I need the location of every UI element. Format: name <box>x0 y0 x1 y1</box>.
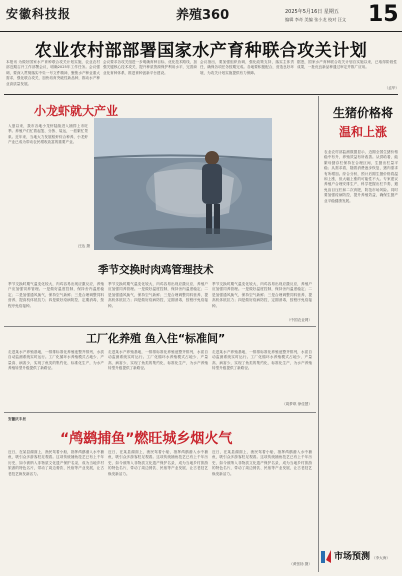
cormorant-author: （黄张扬 摄） <box>289 562 312 566</box>
trend-arrow-icon <box>320 548 332 564</box>
main-article-col4: 据悉，国家水产育种联合攻关计划自实施以来，已取得阶段性成果，一批优良新品种通过审定并推广应用。 <box>297 60 397 70</box>
industrial-body-col2: 走进某水产养殖基地，一排排标准化养殖池整齐排列，水质自动监测系统实时运行。工厂化循环水养殖模式占地少、产量高、病害少，实现了鱼类的集约化、标准化生产，为水产养殖转型升级提供了新路径。 <box>108 350 208 371</box>
season-body-col3: 季节交换时期气温变化较大，肉鸡容易出现应激反应，养殖户应加强饲养管理。一是做好温度控制，保持舍内温度稳定；二是加强通风换气，保持空气新鲜；三是合理调整饲料营养，提高机体抵抗力；四是做好疫病防控，定期消毒，按程序免疫接种。 <box>212 282 312 308</box>
crayfish-author: 汪达 摄 <box>78 244 90 248</box>
cormorant-body-col3: 近日，在某县湖面上，渔民驾着小船，指挥鸬鹚潜入水中捕鱼，吸引众多游客驻足观看。这项传统捕鱼技艺已有上千年历史，如今被纳入非物质文化遗产保护名录，成为当地乡村旅游的特色名片，带动了周边餐饮、民宿等产业发展，让古老技艺焕发新活力。 <box>212 450 312 476</box>
main-article-col1: 本报讯 为做好国家水产育种联合攻关计划实施，农业农村部近期召开工作部署会议，明确2025年工作任务。会议强调，要深入贯彻落实中央一号文件精神，聚焦水产种业重大需求，强化联合攻关，加快培育突破性新品种，推动水产种业高质量发展。 <box>6 60 100 86</box>
main-article-col3: 会议指出，要加强组织协调，强化政策支持，落实主体责任，确保各项任务按期完成。各地要积极配合，营造良好环境，为攻关计划实施提供有力保障。 <box>200 60 294 75</box>
fisherman-net-image <box>94 118 272 250</box>
season-body-col1: 季节交换时期气温变化较大，肉鸡容易出现应激反应，养殖户应加强饲养管理。一是做好温度控制，保持舍内温度稳定；二是加强通风换气，保持空气新鲜；三是合理调整饲料营养，提高机体抵抗力；四是做好疫病防控，定期消毒，按程序免疫接种。 <box>8 282 104 308</box>
date-line: 2025年5月16日 星期五 <box>285 9 339 15</box>
cormorant-kicker: 安徽庆丰县 <box>8 417 26 421</box>
main-article-source: （孟华） <box>384 86 399 90</box>
hog-title-line2: 温和上涨 <box>338 125 387 139</box>
crayfish-harvest-photo <box>94 118 272 250</box>
divider <box>4 326 316 327</box>
industrial-body-col3: 走进某水产养殖基地，一排排标准化养殖池整齐排列，水质自动监测系统实时运行。工厂化循环水养殖模式占地少、产量高、病害少，实现了鱼类的集约化、标准化生产，为水产养殖转型升级提供了新路径。 <box>212 350 312 371</box>
section-title: 养殖360 <box>176 8 230 23</box>
season-author: （中国农业网） <box>286 318 312 322</box>
hog-title-line1: 生猪价格将 <box>332 106 393 120</box>
cormorant-body-col1: 近日，在某县湖面上，渔民驾着小船，指挥鸬鹚潜入水中捕鱼，吸引众多游客驻足观看。这项传统捕鱼技艺已有上千年历史，如今被纳入非物质文化遗产保护名录，成为当地乡村旅游的特色名片，带动了周边餐饮、民宿等产业发展，让古老技艺焕发新活力。 <box>8 450 104 476</box>
market-author: （李大海） <box>372 556 390 560</box>
divider <box>4 94 398 95</box>
main-article-col2: 会议要求各攻关组进一步明确育种目标，优化技术路线，加强关键核心技术攻关，提升种质资源保护利用水平，完善商业化育种体系，推进育种创新平台建设。 <box>103 60 197 75</box>
industrial-title: 工厂化养殖 鱼入住“标准间” <box>86 332 226 345</box>
industrial-author: （周梦琪 徐佳慧） <box>282 402 312 406</box>
divider <box>4 412 316 413</box>
newspaper-logo: 安徽科技报 <box>6 7 72 21</box>
hog-price-title-box <box>326 100 400 144</box>
editors-line: 编辑 李奇 美编 张小龙 校对 汪文 <box>285 17 347 22</box>
crayfish-title: 小龙虾就大产业 <box>34 104 119 118</box>
hog-body: 农业农村部监测数据显示，近期全国生猪价格稳中有升，养殖效益有所改善。从供给看，能繁母猪存栏保持在合理区间，生猪出栏量平稳；从需求看，随着消费逐步恢复，猪肉需求有所增加。综合分析，预计后期生猪价格将温和上涨，但大幅上涨的可能性不大。专家建议养殖户合理安排生产，科学把握出栏节奏，避免盲目压栏和二次育肥，防范市场风险。同时要加强疫病防控，提升养殖效益，确保生猪产业平稳健康发展。 <box>324 150 398 203</box>
cormorant-body-col2: 近日，在某县湖面上，渔民驾着小船，指挥鸬鹚潜入水中捕鱼，吸引众多游客驻足观看。这项传统捕鱼技艺已有上千年历史，如今被纳入非物质文化遗产保护名录，成为当地乡村旅游的特色名片，带动了周边餐饮、民宿等产业发展，让古老技艺焕发新活力。 <box>108 450 208 476</box>
season-body-col2: 季节交换时期气温变化较大，肉鸡容易出现应激反应，养殖户应加强饲养管理。一是做好温度控制，保持舍内温度稳定；二是加强通风换气，保持空气新鲜；三是合理调整饲料营养，提高机体抵抗力；四是做好疫病防控，定期消毒，按程序免疫接种。 <box>108 282 208 308</box>
page-number: 15 <box>368 2 399 27</box>
crayfish-body: 入夏以来，我市各地小龙虾陆续进入捕捞上市旺季。养殖户们忙着起笼、分拣、装运，一派繁忙景象。近年来，当地大力发展稻虾综合种养，小龙虾产业已成为带动农民增收致富的重要产业。 <box>8 124 88 145</box>
main-headline: 农业农村部部署国家水产育种联合攻关计划 <box>34 41 368 61</box>
industrial-body-col1: 走进某水产养殖基地，一排排标准化养殖池整齐排列，水质自动监测系统实时运行。工厂化循环水养殖模式占地少、产量高、病害少，实现了鱼类的集约化、标准化生产，为水产养殖转型升级提供了新路径。 <box>8 350 104 371</box>
season-title: 季节交换时肉鸡管理技术 <box>98 264 214 276</box>
market-label: 市场预测 <box>334 552 371 562</box>
column-divider <box>318 96 319 572</box>
cormorant-title: “鸬鹚捕鱼”燃旺城乡烟火气 <box>60 431 233 447</box>
market-prediction-badge <box>320 546 400 568</box>
